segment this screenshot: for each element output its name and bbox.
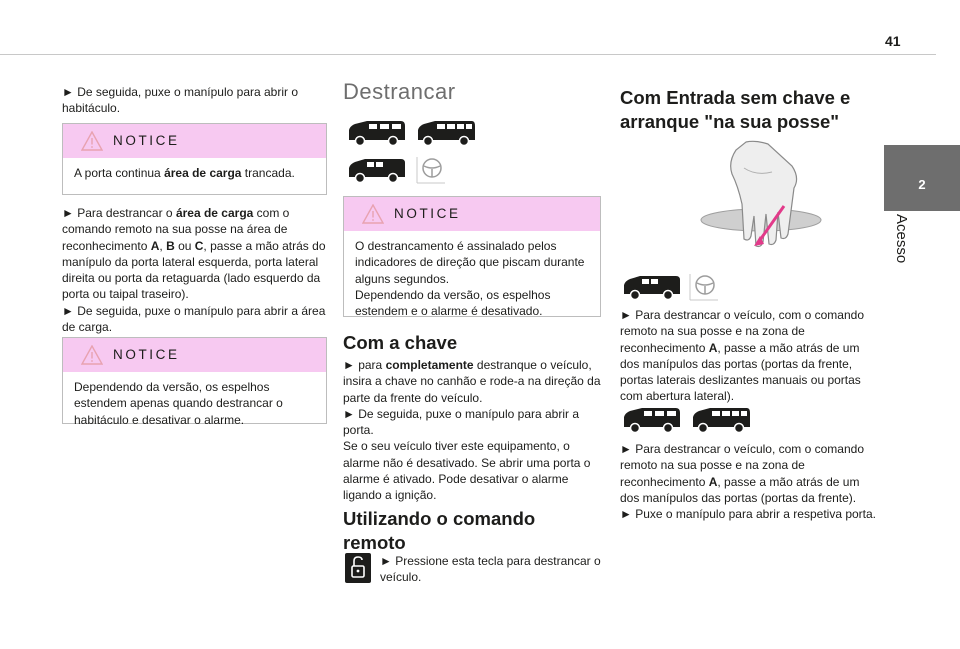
section-heading-keyless: Com Entrada sem chave e arranque "na sua posse": [620, 87, 851, 132]
chapter-tab[interactable]: [884, 145, 960, 211]
paragraph-open-cabin: ► De seguida, puxe o manípulo para abrir o habitáculo.: [62, 85, 299, 116]
notice-title: NOTICE: [113, 133, 180, 148]
header-divider: [0, 54, 936, 55]
notice-header: [63, 124, 326, 158]
zone-label-a: A: [708, 340, 718, 355]
notice-box-mirrors: [62, 337, 327, 427]
van-cargo-icon: [620, 272, 682, 302]
zone-label-b: B: [166, 238, 175, 253]
notice-header: [63, 338, 326, 372]
text-part: ► Para destrancar o: [62, 206, 176, 220]
notice-text-bold: área de carga: [164, 166, 242, 180]
unlock-button-icon: [345, 553, 371, 583]
paragraph-key-unlock: [343, 357, 601, 504]
warning-triangle-icon: [81, 131, 103, 151]
notice-title: NOTICE: [113, 347, 180, 362]
notice-text: O destrancamento é assinalado pelos indicadores de direção que piscam durante alguns segundos. Dependendo da versão, os espelhos estendem e o alarme é desativado.: [355, 239, 585, 319]
zone-label-a: A: [708, 474, 718, 489]
text-part: ou: [174, 238, 195, 253]
paragraph-remote-unlock: ► Pressione esta tecla para destrancar o veículo.: [380, 554, 601, 585]
text-part: destranque o veículo, insira a chave no canhão e rode-a na direção da parte da frente do veículo.: [343, 358, 601, 405]
zone-label-a: A: [150, 238, 160, 253]
text-bold: área de carga: [175, 206, 254, 220]
chapter-number: 2: [918, 177, 926, 192]
section-heading-unlock: Destrancar: [343, 79, 456, 104]
text-part: ► para: [343, 358, 386, 372]
text-bold: completamente: [385, 358, 474, 372]
notice-text: [63, 158, 326, 189]
hand-behind-door-handle-illustration: [696, 140, 826, 270]
notice-box-indicators: [343, 196, 601, 317]
text-part: , passe a mão atrás de um dos manípulos das portas (portas da frente).: [620, 474, 860, 505]
warning-triangle-icon: [81, 345, 103, 365]
notice-header: [344, 197, 600, 231]
text-part: , passe a mão atrás do manípulo da porta lateral esquerda, porta lateral direita ou porta da retaguarda (lado esquerdo da porta ou taipal traseiro).: [62, 238, 326, 302]
section-heading-with-key: Com a chave: [343, 332, 458, 353]
text-part: ► Puxe o manípulo para abrir a respetiva porta.: [620, 507, 877, 522]
notice-text-part: A porta continua: [74, 166, 165, 180]
text-part: ► Para destrancar o veículo, com o comando remoto na sua posse e na zona de reconhecimento: [620, 442, 864, 489]
page-number: 41: [885, 33, 901, 49]
paragraph-keyless-unlock-all-doors: [620, 307, 882, 405]
notice-box-cargo-locked: [62, 123, 327, 195]
zone-label-c: C: [194, 238, 204, 253]
notice-text: Dependendo da versão, os espelhos estendem apenas quando destrancar o habitáculo e desativar o alarme.: [74, 380, 283, 427]
warning-triangle-icon: [362, 204, 384, 224]
notice-title: NOTICE: [394, 206, 461, 221]
van-cargo-icon: [345, 155, 407, 185]
text-part: , passe a mão atrás de um dos manípulos das portas (portas da frente, portas laterais deslizantes manuais ou portas com abertura lateral).: [620, 340, 861, 404]
van-short-icon: [620, 405, 682, 435]
chapter-title-text: Acesso: [893, 214, 910, 264]
section-heading-remote: Utilizando o comando remoto: [343, 508, 536, 553]
text-part: ► Para destrancar o veículo, com o comando remoto na sua posse e na zona de reconhecimento: [620, 308, 864, 355]
paragraph-unlock-cargo: [62, 205, 327, 335]
steering-wheel-icon: [415, 155, 449, 185]
paragraph-keyless-unlock-front-doors: [620, 441, 882, 522]
notice-text-part: trancada.: [241, 166, 295, 180]
text-part: Se o seu veículo tiver este equipamento, o alarme não é desativado. Se abrir uma porta o alarme é ativado. Pode desativar o alarme ligando a ignição.: [343, 439, 591, 503]
text-part: com o comando remoto na sua posse na área de reconhecimento: [62, 206, 290, 253]
van-short-icon: [345, 118, 407, 148]
van-long-icon: [690, 405, 752, 435]
steering-wheel-icon: [688, 272, 722, 302]
text-part: ,: [159, 238, 167, 253]
text-part: ► De seguida, puxe o manípulo para abrir a área de carga.: [62, 303, 326, 335]
van-long-icon: [415, 118, 477, 148]
chapter-title: [888, 214, 916, 284]
text-part: ► De seguida, puxe o manípulo para abrir a porta.: [343, 406, 580, 438]
